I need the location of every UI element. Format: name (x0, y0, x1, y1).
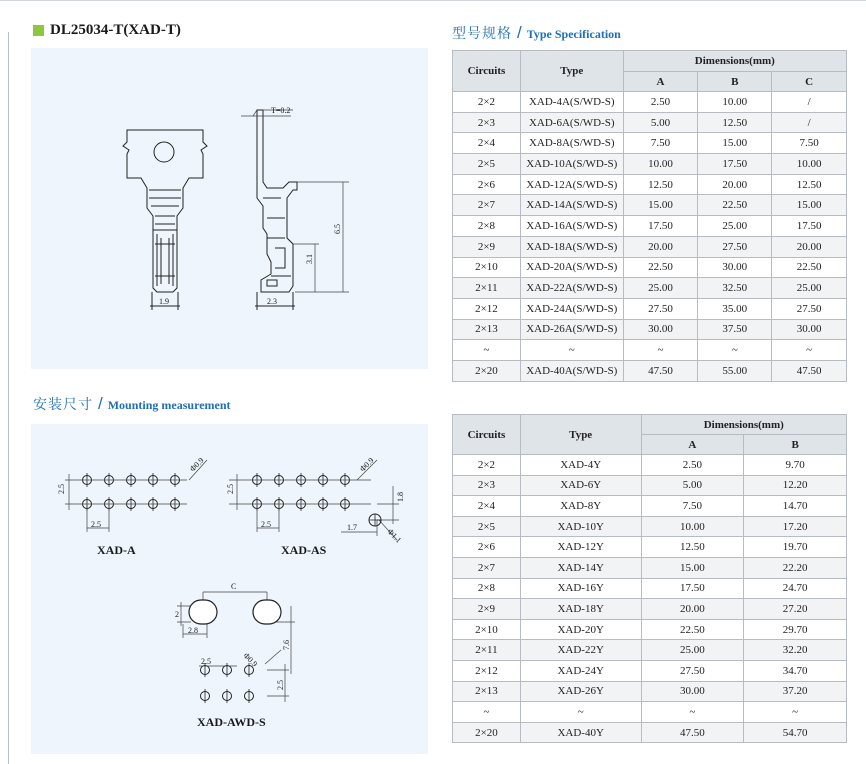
xad-as-caption: XAD-AS (281, 543, 327, 557)
table-cell: XAD-8Y (520, 496, 641, 517)
table-cell: 2×11 (453, 640, 521, 661)
table-cell: 2×13 (453, 319, 521, 340)
xad-a-caption: XAD-A (97, 543, 136, 557)
mounting-heading (33, 394, 231, 414)
table-cell: 30.00 (641, 681, 744, 702)
table-row (453, 660, 847, 681)
mount-dimensions-header: Dimensions(mm) (641, 415, 847, 435)
table-cell: 25.00 (698, 216, 772, 237)
table-cell: 25.00 (623, 278, 698, 299)
table-cell: XAD-18Y (520, 599, 641, 620)
table-cell: 22.50 (772, 257, 847, 278)
green-square-icon (33, 25, 44, 36)
table-cell: XAD-26A(S/WD-S) (520, 319, 623, 340)
table-cell: 17.50 (641, 578, 744, 599)
table-row (453, 298, 847, 319)
crimp-label: 3.1 (305, 254, 314, 264)
xad-as-hole: Φ0.9 (358, 455, 376, 474)
table-row (453, 496, 847, 517)
table-row (453, 278, 847, 299)
table-cell: 29.70 (744, 619, 847, 640)
table-row (453, 537, 847, 558)
top-rule (0, 0, 866, 1)
xad-as-peg-offset-h: 1.7 (347, 523, 357, 532)
table-cell: 7.50 (772, 133, 847, 154)
table-cell: 2×13 (453, 681, 521, 702)
table-cell: 2×20 (453, 360, 521, 381)
table-cell: 2×7 (453, 195, 521, 216)
table-cell: 2×2 (453, 92, 521, 113)
table-cell: XAD-16A(S/WD-S) (520, 216, 623, 237)
table-cell: 2×9 (453, 236, 521, 257)
table-cell: ~ (453, 340, 521, 361)
awd-slot-h-label: 2 (175, 610, 179, 619)
table-row (453, 516, 847, 537)
table-cell: XAD-22Y (520, 640, 641, 661)
table-cell: XAD-8A(S/WD-S) (520, 133, 623, 154)
table-cell: 12.50 (623, 174, 698, 195)
table-row (453, 174, 847, 195)
table-cell: 14.70 (744, 496, 847, 517)
table-row (453, 257, 847, 278)
table-cell: 20.00 (623, 236, 698, 257)
table-cell: 12.50 (641, 537, 744, 558)
table-cell: 9.70 (744, 455, 847, 476)
type-spec-table (452, 50, 847, 382)
table-cell: 30.00 (772, 319, 847, 340)
circuits-header: Circuits (453, 51, 521, 92)
table-cell: 15.00 (623, 195, 698, 216)
type-spec-heading-zh: 型号规格 (452, 26, 512, 42)
table-cell: 10.00 (772, 154, 847, 175)
table-cell: XAD-6A(S/WD-S) (520, 112, 623, 133)
table-cell: ~ (698, 340, 772, 361)
table-cell: XAD-40Y (520, 722, 641, 743)
table-cell: XAD-6Y (520, 475, 641, 496)
table-cell: 27.50 (698, 236, 772, 257)
table-cell: 17.50 (623, 216, 698, 237)
table-cell: ~ (641, 702, 744, 723)
table-cell: 27.20 (744, 599, 847, 620)
table-cell: 17.50 (698, 154, 772, 175)
xad-as-peg-hole: Φ1.1 (385, 527, 404, 545)
slot-right (253, 600, 281, 624)
table-cell: 2×5 (453, 154, 521, 175)
table-cell: XAD-24A(S/WD-S) (520, 298, 623, 319)
table-cell: XAD-14Y (520, 557, 641, 578)
table-cell: 5.00 (623, 112, 698, 133)
table-cell: 2×4 (453, 496, 521, 517)
table-cell: XAD-24Y (520, 660, 641, 681)
table-cell: ~ (772, 340, 847, 361)
table-cell: 2×10 (453, 619, 521, 640)
table-cell: 2×8 (453, 216, 521, 237)
table-row (453, 92, 847, 113)
table-cell: ~ (744, 702, 847, 723)
table-cell: 2×11 (453, 278, 521, 299)
dim-a-header: A (623, 72, 698, 92)
table-cell: 20.00 (772, 236, 847, 257)
table-cell: 12.20 (744, 475, 847, 496)
mounting-drawing-panel (31, 424, 428, 754)
table-cell: 25.00 (772, 278, 847, 299)
table-row (453, 216, 847, 237)
table-cell: 2×12 (453, 298, 521, 319)
dim-b-header: B (698, 72, 772, 92)
table-cell: 10.00 (641, 516, 744, 537)
table-cell: ~ (623, 340, 698, 361)
table-cell: 17.20 (744, 516, 847, 537)
mount-dim-a-header: A (641, 435, 744, 455)
awd-pitch-v-label: 2.5 (276, 680, 285, 690)
mount-dim-b-header: B (744, 435, 847, 455)
table-cell: 2×20 (453, 722, 521, 743)
table-row (453, 133, 847, 154)
table-row (453, 640, 847, 661)
table-row (453, 599, 847, 620)
table-cell: 2×3 (453, 475, 521, 496)
table-cell: ~ (520, 340, 623, 361)
xad-as-pitch-h: 2.5 (261, 520, 271, 529)
table-cell: 47.50 (772, 360, 847, 381)
table-cell: 10.00 (623, 154, 698, 175)
table-cell: 2.50 (623, 92, 698, 113)
table-row (453, 195, 847, 216)
table-cell: 47.50 (623, 360, 698, 381)
table-cell: 10.00 (698, 92, 772, 113)
front-width-label: 1.9 (159, 297, 169, 306)
table-cell: 47.50 (641, 722, 744, 743)
table-cell: XAD-26Y (520, 681, 641, 702)
table-cell: XAD-16Y (520, 578, 641, 599)
mounting-heading-slash: / (98, 394, 103, 413)
table-row (453, 154, 847, 175)
table-cell: 35.00 (698, 298, 772, 319)
table-cell: 2×10 (453, 257, 521, 278)
dimensions-header: Dimensions(mm) (623, 51, 846, 72)
table-row (453, 112, 847, 133)
table-row (453, 578, 847, 599)
terminal-drawing-panel (31, 48, 428, 369)
table-cell: 12.50 (772, 174, 847, 195)
xad-as-peg-offset-v: 1.8 (396, 492, 405, 502)
table-cell: 5.00 (641, 475, 744, 496)
table-cell: 20.00 (641, 599, 744, 620)
table-cell: 19.70 (744, 537, 847, 558)
table-cell: 7.50 (641, 496, 744, 517)
type-spec-heading (452, 23, 621, 43)
table-cell: 37.20 (744, 681, 847, 702)
table-cell: XAD-12A(S/WD-S) (520, 174, 623, 195)
type-spec-heading-slash: / (517, 23, 522, 42)
terminal-front-hole (154, 142, 174, 162)
product-heading (33, 21, 181, 39)
table-row (453, 360, 847, 381)
side-rule (8, 32, 9, 764)
table-cell: 2×12 (453, 660, 521, 681)
table-cell: 2×5 (453, 516, 521, 537)
mounting-drawing (31, 424, 428, 754)
table-cell: XAD-10A(S/WD-S) (520, 154, 623, 175)
table-cell: 20.00 (698, 174, 772, 195)
table-cell: 24.70 (744, 578, 847, 599)
table-cell: XAD-12Y (520, 537, 641, 558)
table-cell: 2×7 (453, 557, 521, 578)
table-cell: XAD-4A(S/WD-S) (520, 92, 623, 113)
table-cell: 12.50 (698, 112, 772, 133)
awd-span-label: C (231, 582, 237, 591)
mount-type-header: Type (520, 415, 641, 455)
thickness-label: T=0.2 (271, 106, 291, 115)
table-cell: / (772, 92, 847, 113)
table-cell: 2×2 (453, 455, 521, 476)
product-title: DL25034-T(XAD-T) (50, 21, 181, 38)
table-cell: XAD-20Y (520, 619, 641, 640)
table-cell: 32.50 (698, 278, 772, 299)
dim-c-header: C (772, 72, 847, 92)
table-cell: XAD-4Y (520, 455, 641, 476)
xad-a-pitch-v: 2.5 (57, 484, 66, 494)
awd-pitch-h-label: 2.5 (201, 657, 211, 666)
table-cell: 55.00 (698, 360, 772, 381)
table-cell: 7.50 (623, 133, 698, 154)
table-cell: 15.00 (772, 195, 847, 216)
table-cell: 22.50 (623, 257, 698, 278)
slot-left (189, 600, 217, 624)
side-width-label: 2.3 (267, 297, 277, 306)
awd-slot-w-label: 2.8 (188, 626, 198, 635)
awd-caption: XAD-AWD-S (197, 715, 266, 729)
type-spec-heading-en: Type Specification (526, 27, 621, 41)
mounting-heading-zh: 安装尺寸 (33, 397, 93, 413)
table-row (453, 455, 847, 476)
type-header: Type (520, 51, 623, 92)
table-cell: 17.50 (772, 216, 847, 237)
table-cell: 15.00 (641, 557, 744, 578)
table-row (453, 681, 847, 702)
awd-offset-label: 7.6 (282, 640, 291, 650)
table-cell: 22.50 (641, 619, 744, 640)
table-cell: 27.50 (641, 660, 744, 681)
awd-hole-label: Φ0.9 (241, 651, 260, 669)
table-row (453, 236, 847, 257)
xad-a-hole: Φ0.9 (188, 455, 206, 474)
table-cell: 15.00 (698, 133, 772, 154)
table-cell: / (772, 112, 847, 133)
table-row (453, 340, 847, 361)
table-cell: 30.00 (623, 319, 698, 340)
table-cell: XAD-18A(S/WD-S) (520, 236, 623, 257)
table-cell: 54.70 (744, 722, 847, 743)
mounting-table (452, 414, 847, 743)
table-cell: ~ (453, 702, 521, 723)
table-cell: 2×3 (453, 112, 521, 133)
xad-a-pitch-h: 2.5 (91, 520, 101, 529)
table-row (453, 702, 847, 723)
table-cell: 2.50 (641, 455, 744, 476)
table-row (453, 475, 847, 496)
table-cell: 27.50 (623, 298, 698, 319)
mount-circuits-header: Circuits (453, 415, 521, 455)
table-cell: 34.70 (744, 660, 847, 681)
terminal-drawing (31, 48, 428, 369)
table-cell: 32.20 (744, 640, 847, 661)
table-cell: ~ (520, 702, 641, 723)
table-row (453, 722, 847, 743)
mounting-heading-en: Mounting measurement (107, 398, 231, 412)
table-row (453, 319, 847, 340)
height-label: 6.5 (333, 224, 342, 234)
table-cell: 27.50 (772, 298, 847, 319)
table-cell: 22.20 (744, 557, 847, 578)
table-cell: XAD-20A(S/WD-S) (520, 257, 623, 278)
table-cell: 2×8 (453, 578, 521, 599)
terminal-side-outline (257, 110, 297, 292)
table-cell: 25.00 (641, 640, 744, 661)
table-cell: XAD-14A(S/WD-S) (520, 195, 623, 216)
table-cell: 2×9 (453, 599, 521, 620)
table-cell: 22.50 (698, 195, 772, 216)
table-cell: XAD-40A(S/WD-S) (520, 360, 623, 381)
table-cell: 30.00 (698, 257, 772, 278)
table-cell: 2×4 (453, 133, 521, 154)
table-cell: 2×6 (453, 537, 521, 558)
table-cell: 37.50 (698, 319, 772, 340)
table-row (453, 557, 847, 578)
table-cell: XAD-10Y (520, 516, 641, 537)
table-cell: XAD-22A(S/WD-S) (520, 278, 623, 299)
table-cell: 2×6 (453, 174, 521, 195)
terminal-front-outline (123, 130, 207, 292)
table-row (453, 619, 847, 640)
xad-as-pitch-v: 2.5 (226, 484, 235, 494)
